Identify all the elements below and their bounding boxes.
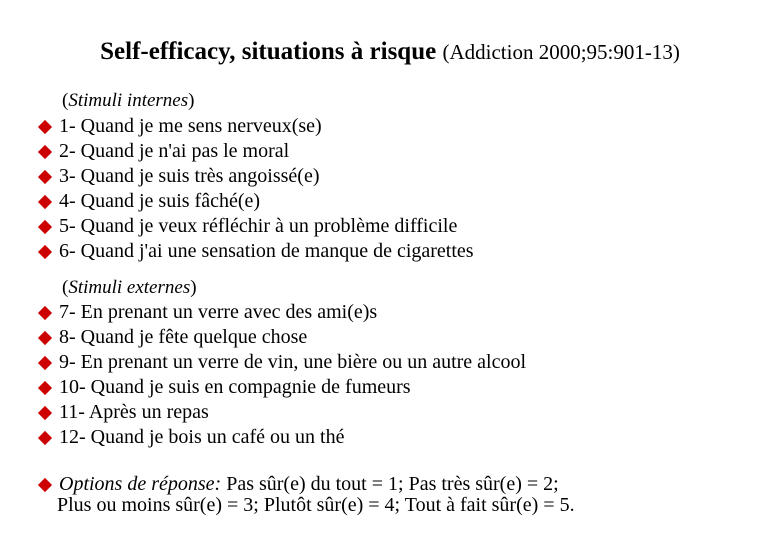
item-text: 12- Quand je bois un café ou un thé: [59, 426, 345, 448]
internal-label-text: Stimuli internes: [68, 90, 189, 111]
internal-stimuli-list: [38, 114, 474, 264]
list-item: [38, 375, 526, 400]
item-text: 3- Quand je suis très angoissé(e): [59, 165, 320, 187]
internal-label-open: (: [62, 90, 69, 111]
external-label-open: (: [62, 277, 69, 298]
list-item: [38, 425, 526, 450]
diamond-bullet-icon: [38, 477, 52, 491]
list-item: [38, 350, 526, 375]
diamond-bullet-icon: [38, 355, 52, 369]
diamond-bullet-icon: [38, 119, 52, 133]
diamond-bullet-icon: [38, 305, 52, 319]
item-text: 10- Quand je suis en compagnie de fumeurs: [59, 376, 411, 398]
item-text: 11- Après un repas: [59, 401, 209, 423]
options-label: Options de réponse:: [59, 473, 222, 495]
item-text: 1- Quand je me sens nerveux(se): [59, 115, 322, 137]
list-item: [38, 164, 474, 189]
item-text: 4- Quand je suis fâché(e): [59, 190, 261, 212]
item-text: 9- En prenant un verre de vin, une bière ou un autre alcool: [59, 351, 527, 373]
item-text: 7- En prenant un verre avec des ami(e)s: [59, 301, 378, 323]
options-line-2: Plus ou moins sûr(e) = 3; Plutôt sûr(e) = 4; Tout à fait sûr(e) = 5.: [57, 494, 575, 516]
list-item: [38, 400, 526, 425]
slide-title: [0, 38, 780, 66]
diamond-bullet-icon: [38, 169, 52, 183]
item-text: 8- Quand je fête quelque chose: [59, 326, 308, 348]
diamond-bullet-icon: [38, 244, 52, 258]
item-text: 2- Quand je n'ai pas le moral: [59, 140, 290, 162]
external-label-text: Stimuli externes: [68, 277, 191, 298]
list-item: [38, 189, 474, 214]
internal-stimuli-label: [62, 90, 194, 112]
diamond-bullet-icon: [38, 194, 52, 208]
external-stimuli-label: [62, 277, 197, 299]
list-item: [38, 114, 474, 139]
title-reference: (Addiction 2000;95:901-13): [442, 40, 680, 64]
list-item: [38, 139, 474, 164]
list-item: [38, 325, 526, 350]
external-stimuli-list: [38, 300, 526, 450]
diamond-bullet-icon: [38, 405, 52, 419]
options-line-1: [38, 474, 575, 495]
diamond-bullet-icon: [38, 430, 52, 444]
diamond-bullet-icon: [38, 380, 52, 394]
diamond-bullet-icon: [38, 144, 52, 158]
response-options: [38, 474, 575, 516]
list-item: [38, 239, 474, 264]
diamond-bullet-icon: [38, 330, 52, 344]
list-item: [38, 214, 474, 239]
item-text: 5- Quand je veux réfléchir à un problème difficile: [59, 215, 458, 237]
external-label-close: ): [190, 277, 197, 298]
diamond-bullet-icon: [38, 219, 52, 233]
options-text-1: Pas sûr(e) du tout = 1; Pas très sûr(e) = 2;: [226, 473, 559, 495]
item-text: 6- Quand j'ai une sensation de manque de cigarettes: [59, 240, 474, 262]
title-main: Self-efficacy, situations à risque: [100, 38, 437, 65]
list-item: [38, 300, 526, 325]
internal-label-close: ): [188, 90, 195, 111]
